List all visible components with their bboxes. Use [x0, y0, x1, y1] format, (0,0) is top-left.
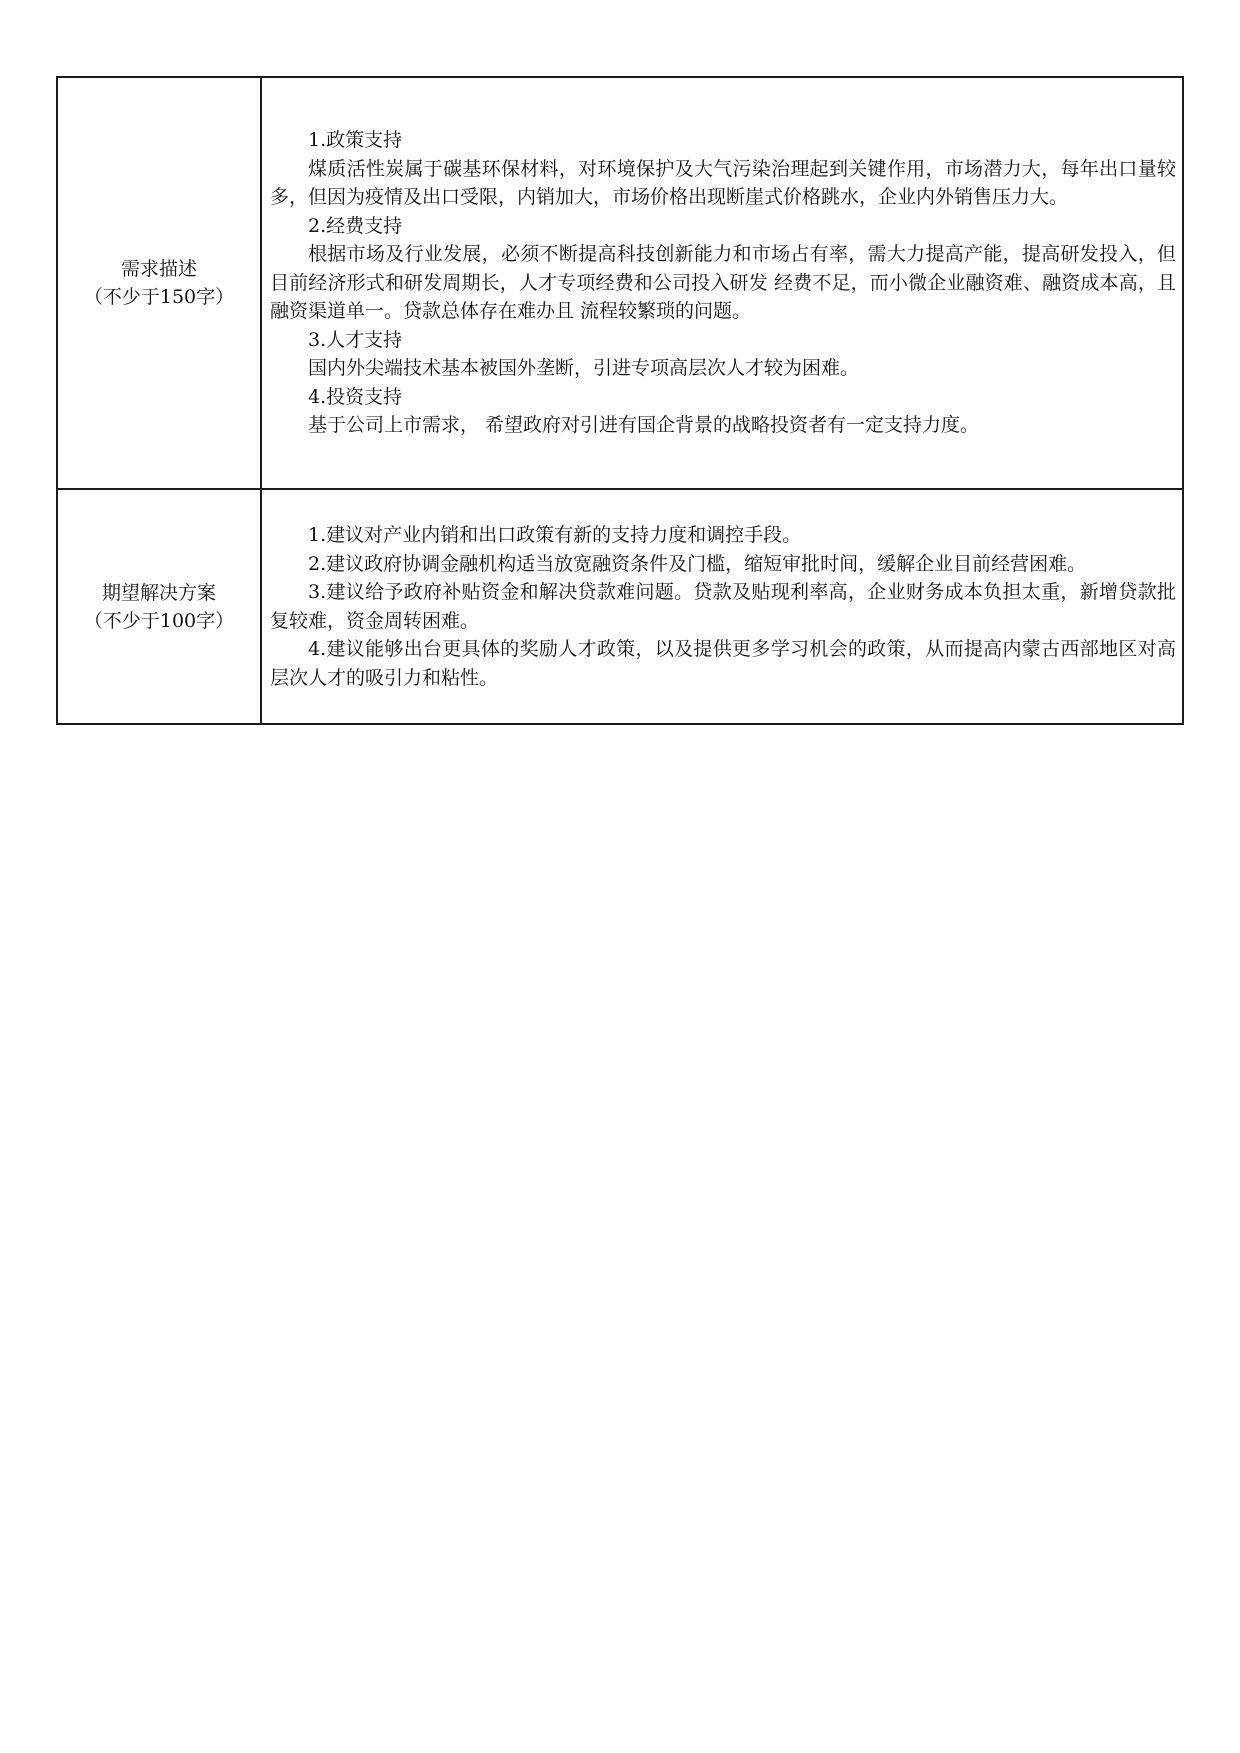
solution-item-4: 4.建议能够出台更具体的奖励人才政策，以及提供更多学习机会的政策，从而提高内蒙古西部地区对高层次人才的吸引力和粘性。: [270, 638, 1176, 689]
solution-item-1: 1.建议对产业内销和出口政策有新的支持力度和调控手段。: [308, 524, 802, 546]
solution-item-2: 2.建议政府协调金融机构适当放宽融资条件及门槛，缩短审批时间，缓解企业目前经营困难。: [308, 552, 1087, 575]
demand-paragraph-investment: 基于公司上市需求， 希望政府对引进有国企背景的战略投资者有一定支持力度。: [308, 414, 980, 437]
demand-heading-funding: 2.经费支持: [308, 214, 403, 237]
solution-row: [57, 489, 1183, 724]
demand-paragraph-funding: 根据市场及行业发展，必须不断提高科技创新能力和市场占有率，需大力提高产能，提高研发投入，但目前经济形式和研发周期长，人才专项经费和公司投入研发 经费不足，而小微企业融资难、融资成本高，且融资渠道单一。贷款总体存在难办且 流程较繁琐的问题。: [270, 243, 1176, 323]
solution-note: （不少于100字）: [83, 609, 235, 632]
demand-row: [57, 77, 1183, 489]
demand-paragraph-policy: 煤质活性炭属于碳基环保材料，对环境保护及大气污染治理起到关键作用，市场潜力大，每年出口量较多，但因为疫情及出口受限，内销加大，市场价格出现断崖式价格跳水，企业内外销售压力大。: [270, 157, 1176, 209]
demand-label: 需求描述: [120, 258, 197, 280]
demand-content-cell: [261, 77, 1183, 489]
solution-content-cell: [261, 489, 1183, 724]
form-table: [56, 76, 1184, 725]
solution-label: 期望解决方案: [101, 581, 216, 604]
demand-heading-policy: 1.政策支持: [308, 129, 403, 152]
solution-item-3: 3.建议给予政府补贴资金和解决贷款难问题。贷款及贴现利率高，企业财务成本负担太重，新增贷款批复较难，资金周转困难。: [270, 581, 1176, 632]
demand-paragraph-talent: 国内外尖端技术基本被国外垄断，引进专项高层次人才较为困难。: [308, 357, 860, 380]
demand-heading-talent: 3.人才支持: [308, 328, 403, 351]
solution-label-cell: [57, 489, 261, 724]
demand-note: （不少于150字）: [83, 286, 235, 308]
demand-label-cell: [57, 77, 261, 489]
demand-heading-investment: 4.投资支持: [308, 385, 403, 408]
